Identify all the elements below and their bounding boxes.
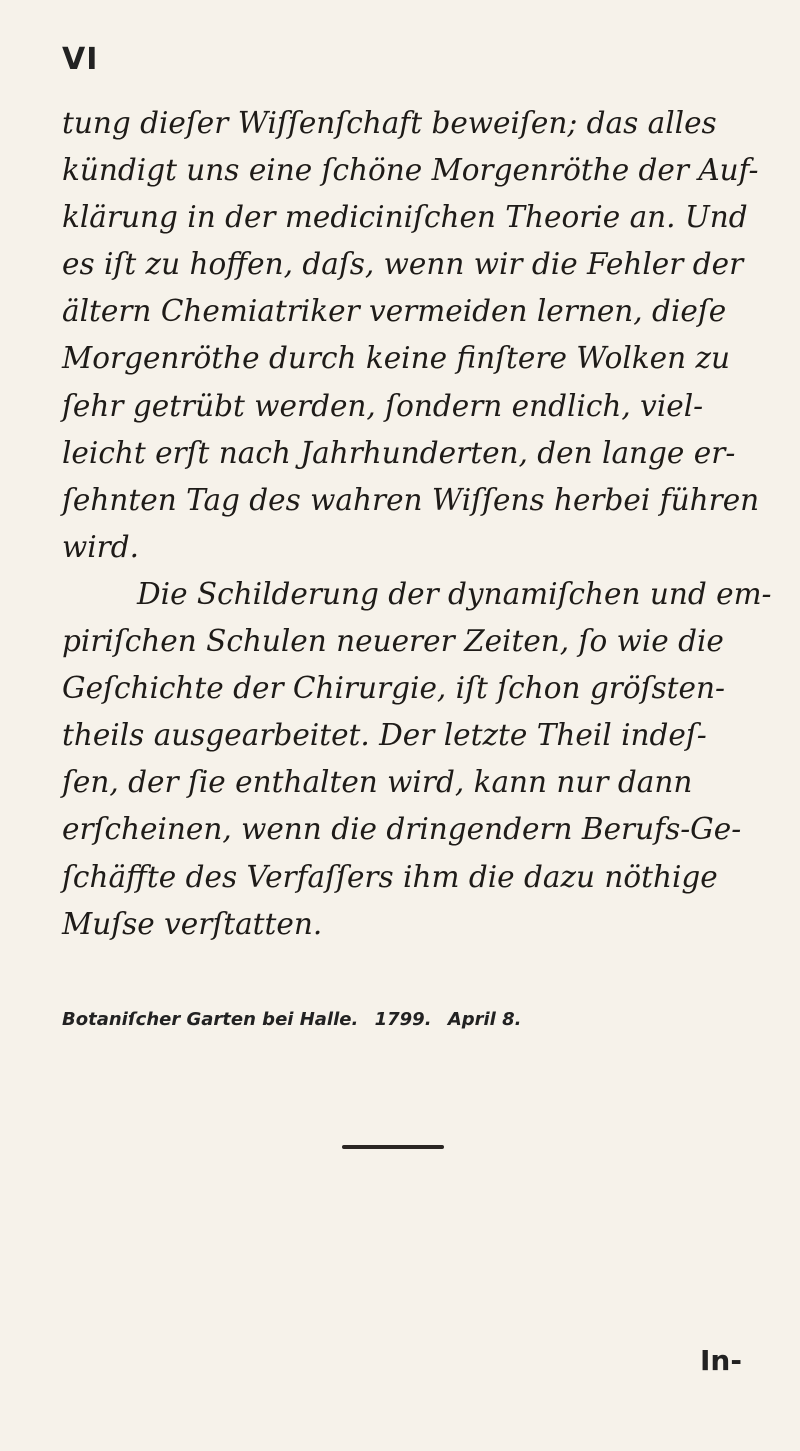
paragraph-2 [62,571,772,948]
text-line: leicht erſt nach Jahrhunderten, den lange er- [62,435,736,470]
text-line: klärung in der mediciniſchen Theorie an. Und [62,200,748,235]
text-line: Muſse verſtatten. [62,906,323,941]
text-line: es iſt zu hoffen, daſs, wenn wir die Fehler der [62,247,744,282]
text-line: ſen, der ſie enthalten wird, kann nur dann [62,765,693,800]
body-text [62,100,772,948]
text-line: Morgenröthe durch keine finſtere Wolken zu [62,341,731,376]
text-line: wird. [62,529,140,564]
signature-year: 1799. [374,1009,432,1030]
text-line: kündigt uns eine ſchöne Morgenröthe der Auf- [62,153,759,188]
catchword: In- [700,1344,742,1377]
text-line: tung dieſer Wiſſenſchaft beweiſen; das alles [62,106,717,140]
text-line: Die Schilderung der dynamiſchen und em- [137,576,772,611]
text-line: ſehnten Tag des wahren Wiſſens herbei führen [62,482,760,517]
text-line: piriſchen Schulen neuerer Zeiten, ſo wie die [62,624,724,659]
paragraph-1 [62,100,762,571]
text-line: ſehr getrübt werden, ſondern endlich, viel- [62,388,704,423]
page-number: VI [62,42,99,77]
text-line: ſchäffte des Verfaſſers ihm die dazu nöthige [62,859,718,894]
signature-place: Botaniſcher Garten bei Halle. [62,1009,359,1030]
section-divider [342,1145,444,1149]
signature-line [62,1009,531,1030]
text-line: theils ausgearbeitet. Der letzte Theil indeſ- [62,718,707,753]
signature-date: April 8. [447,1009,522,1030]
text-line: Geſchichte der Chirurgie, iſt ſchon gröſsten- [62,671,725,706]
text-line: ältern Chemiatriker vermeiden lernen, dieſe [62,294,727,329]
text-line: erſcheinen, wenn die dringendern Berufs-Ge- [62,812,742,847]
